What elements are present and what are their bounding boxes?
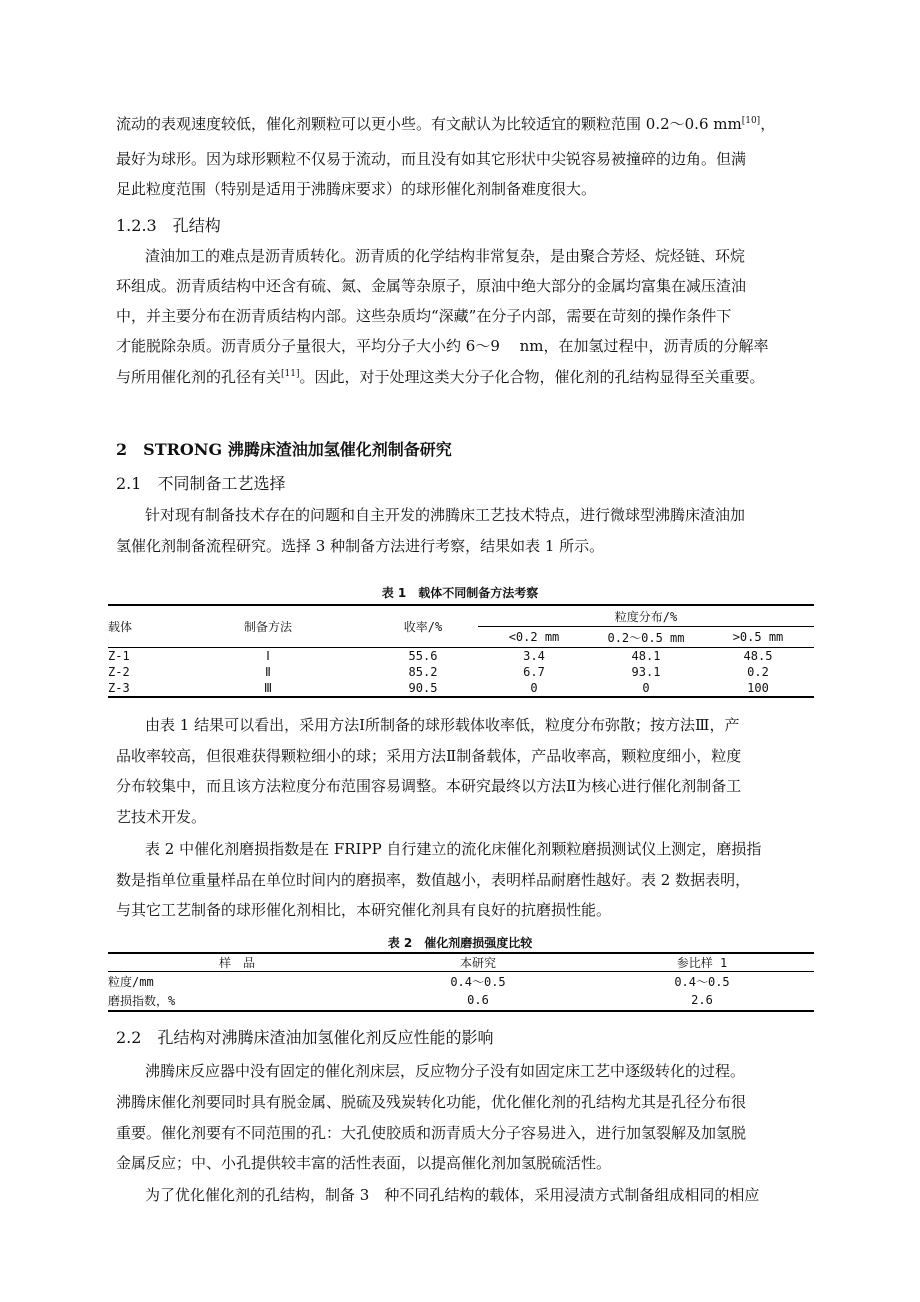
table2-caption: 表 2 催化剂磨损强度比较 [387, 936, 533, 950]
table1-subheader: <0.2 mm [508, 630, 560, 644]
para5-line1: 表 2 中催化剂磨损指数是在 FRIPP 自行建立的流化床催化剂颗粒磨损测试仪上测定，磨损指 [145, 840, 762, 858]
para2-line4: 才能脱除杂质。沥青质分子量很大，平均分子大小约 6～9 nm，在加氢过程中，沥青质的分解率 [116, 337, 769, 355]
table1-cell: 93.1 [631, 665, 661, 679]
table1-cell: Ⅰ [266, 649, 270, 663]
table1-cell: 90.5 [408, 681, 438, 695]
table2 [108, 952, 814, 1012]
table1-header-yield: 收率/% [403, 620, 443, 634]
citation-10: [10] [741, 116, 761, 126]
para4-line4: 艺技术开发。 [116, 808, 207, 826]
section-heading-2-2: 2.2 孔结构对沸腾床渣油加氢催化剂反应性能的影响 [116, 1028, 494, 1047]
table2-cell: 磨损指数，% [108, 993, 176, 1008]
table2-cell: 粒度/mm [108, 974, 154, 989]
table1-cell: 0.2 [747, 665, 769, 679]
para7-line1: 为了优化催化剂的孔结构，制备 3 种不同孔结构的载体，采用浸渍方式制备组成相同的相应 [145, 1186, 760, 1204]
para5-line3: 与其它工艺制备的球形催化剂相比，本研究催化剂具有良好的抗磨损性能。 [116, 901, 612, 919]
para2-line3: 中，并主要分布在沥青质结构内部。这些杂质均“深藏”在分子内部，需要在苛刻的操作条件下 [116, 307, 732, 325]
table1-cell: 0 [530, 681, 538, 695]
table2-cell: 0.4～0.5 [450, 974, 506, 989]
table1-cell: Ⅲ [263, 681, 273, 695]
table1-cell: 85.2 [408, 665, 438, 679]
table2-header-reference: 参比样 1 [676, 956, 728, 970]
para3-line2: 氢催化剂制备流程研究。选择 3 种制备方法进行考察，结果如表 1 所示。 [116, 537, 605, 555]
table2-header-this-study: 本研究 [459, 956, 496, 970]
para1-line3: 足此粒度范围（特别是适用于沸腾床要求）的球形催化剂制备难度很大。 [116, 180, 597, 198]
table-row [108, 990, 814, 1011]
table1-cell: 48.5 [743, 649, 773, 663]
table2-cell: 0.4～0.5 [674, 974, 730, 989]
table-row [108, 648, 814, 665]
table1 [108, 604, 814, 698]
para2-line2: 环组成。沥青质结构中还含有硫、氮、金属等杂原子，原油中绝大部分的金属均富集在减压渣油 [116, 277, 747, 295]
para6-line1: 沸腾床反应器中没有固定的催化剂床层，反应物分子没有如固定床工艺中逐级转化的过程。 [145, 1062, 746, 1080]
para6-line3: 重要。催化剂要有不同范围的孔：大孔使胶质和沥青质大分子容易进入，进行加氢裂解及加氢脱 [116, 1124, 747, 1142]
table1-cell: 3.4 [523, 649, 545, 663]
para5-line2: 数是指单位重量样品在单位时间内的磨损率，数值越小，表明样品耐磨性越好。表 2 数据表明， [116, 871, 751, 889]
para2-line1: 渣油加工的难点是沥青质转化。沥青质的化学结构非常复杂，是由聚合芳烃、烷烃链、环烷 [145, 247, 746, 265]
para6-line4: 金属反应；中、小孔提供较丰富的活性表面，以提高催化剂加氢脱硫活性。 [116, 1154, 612, 1172]
table1-cell: Z-2 [108, 665, 130, 679]
para6-line2: 沸腾床催化剂要同时具有脱金属、脱硫及残炭转化功能，优化催化剂的孔结构尤其是孔径分布很 [116, 1093, 747, 1111]
table1-cell: 6.7 [523, 665, 545, 679]
para1-line1: 流动的表观速度较低，催化剂颗粒可以更小些。有文献认为比较适宜的颗粒范围 0.2～0.6 mm[10]， [116, 115, 776, 133]
citation-11: [11] [281, 369, 300, 379]
table1-header-distribution: 粒度分布/% [478, 605, 814, 627]
section-heading-2-1: 2.1 不同制备工艺选择 [116, 474, 286, 493]
table1-subheader: 0.2～0.5 mm [607, 630, 685, 645]
table-row [108, 664, 814, 680]
para4-line3: 分布较集中，而且该方法粒度分布范围容易调整。本研究最终以方法Ⅱ为核心进行催化剂制备工 [116, 777, 742, 795]
table1-cell: Ⅱ [265, 665, 271, 679]
table-row [108, 680, 814, 697]
table2-cell: 2.6 [691, 993, 713, 1007]
table1-cell: 48.1 [631, 649, 661, 663]
table2-cell: 0.6 [467, 993, 489, 1007]
table1-header-method: 制备方法 [243, 620, 292, 634]
table1-cell: 0 [642, 681, 650, 695]
para1-line2: 最好为球形。因为球形颗粒不仅易于流动，而且没有如其它形状中尖锐容易被撞碎的边角。但满 [116, 150, 747, 168]
table1-cell: Z-3 [108, 681, 130, 695]
section-heading-1-2-3: 1.2.3 孔结构 [116, 216, 221, 235]
para4-line2: 品收率较高，但很难获得颗粒细小的球；采用方法Ⅱ制备载体，产品收率高，颗粒度细小，粒度 [116, 747, 742, 765]
para3-line1: 针对现有制备技术存在的问题和自主开发的沸腾床工艺技术特点，进行微球型沸腾床渣油加 [145, 506, 746, 524]
table-row [108, 972, 814, 991]
section-heading-2: 2 STRONG 沸腾床渣油加氢催化剂制备研究 [116, 440, 452, 459]
para2-line5: 与所用催化剂的孔径有关[11]。因此，对于处理这类大分子化合物，催化剂的孔结构显得至关重要。 [116, 368, 765, 386]
table2-header-sample: 样 品 [218, 956, 255, 970]
table1-cell: 100 [747, 681, 769, 695]
table1-cell: 55.6 [408, 649, 438, 663]
para4-line1: 由表 1 结果可以看出，采用方法Ⅰ所制备的球形载体收率低，粒度分布弥散；按方法Ⅲ，产 [145, 716, 740, 734]
table1-cell: Z-1 [108, 649, 130, 663]
table1-subheader: >0.5 mm [732, 630, 784, 644]
table1-header-carrier: 载体 [108, 620, 133, 634]
table1-caption: 表 1 载体不同制备方法考察 [381, 586, 539, 600]
